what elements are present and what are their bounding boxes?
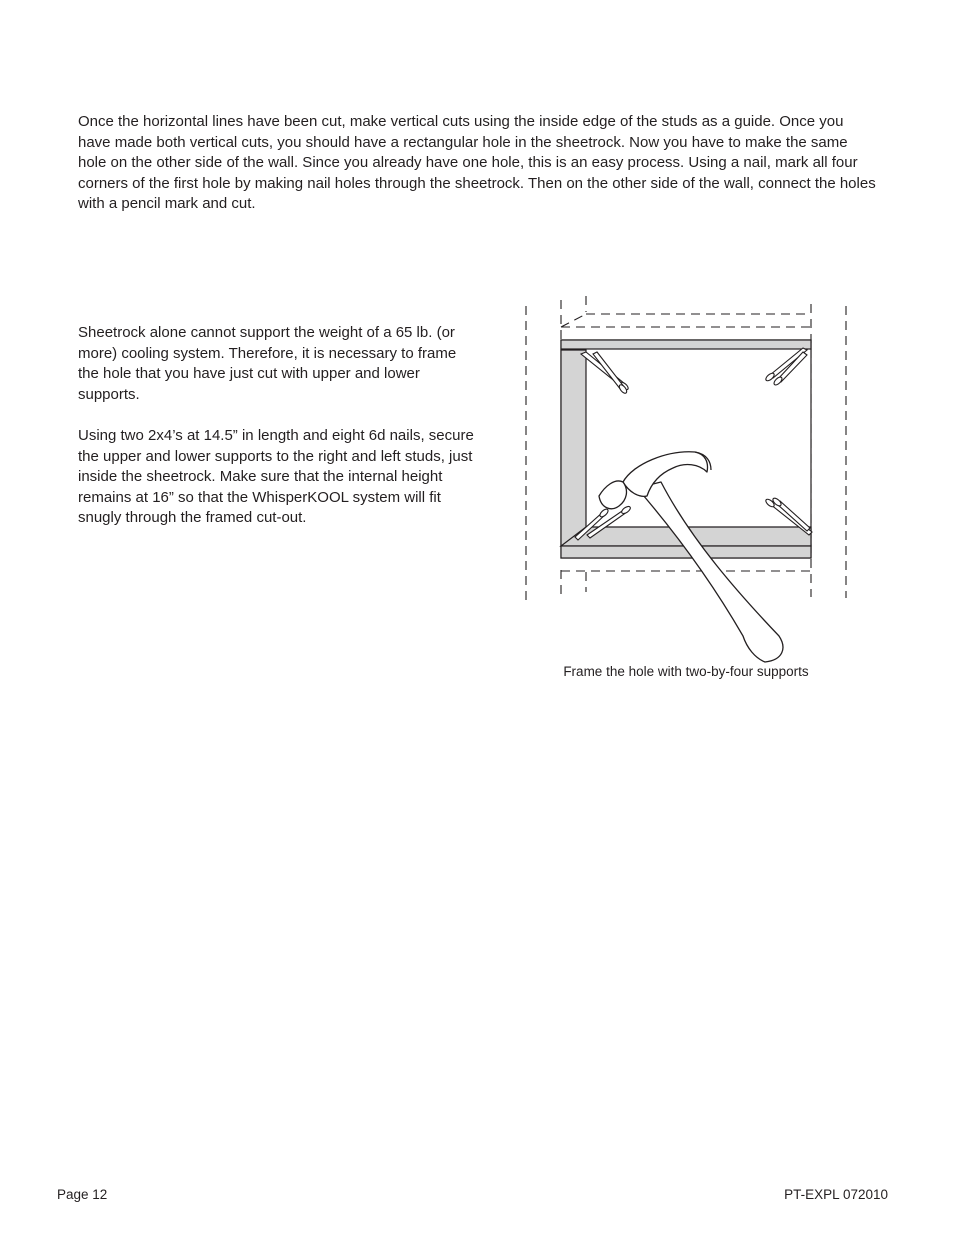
- figure-caption: Frame the hole with two-by-four supports: [563, 664, 809, 679]
- framing-illustration: [515, 292, 860, 672]
- intro-paragraph: Once the horizontal lines have been cut, make vertical cuts using the inside edge of the studs as a guide. Once you have made both vertical cuts, you should have a rectangular hole in the sheetrock. Now you have to make the same hole on the other side of the wall. Since you already have one hole, this is an easy process. Using a nail, mark all four corners of the first hole by making nail holes through the sheetrock. Then on the other side of the wall, connect the holes with a pencil mark and cut.: [78, 113, 876, 213]
- upper-support: [561, 340, 811, 349]
- left-stud: [561, 350, 586, 546]
- nails-paragraph: Using two 2x4’s at 14.5” in length and eight 6d nails, secure the upper and lower supports to the right and left studs, just inside the sheetrock. Make sure that the internal height remains at 16” so that the WhisperKOOL system will fit snugly through the framed cut-out.: [78, 427, 474, 527]
- page-number: Page 12: [57, 1187, 108, 1202]
- document-code: PT-EXPL 072010: [784, 1187, 888, 1202]
- support-paragraph: Sheetrock alone cannot support the weight of a 65 lb. (or more) cooling system. Therefore, it is necessary to frame the hole that you have just cut with upper and lower supports.: [78, 324, 457, 403]
- cut-line-corner: [561, 314, 586, 327]
